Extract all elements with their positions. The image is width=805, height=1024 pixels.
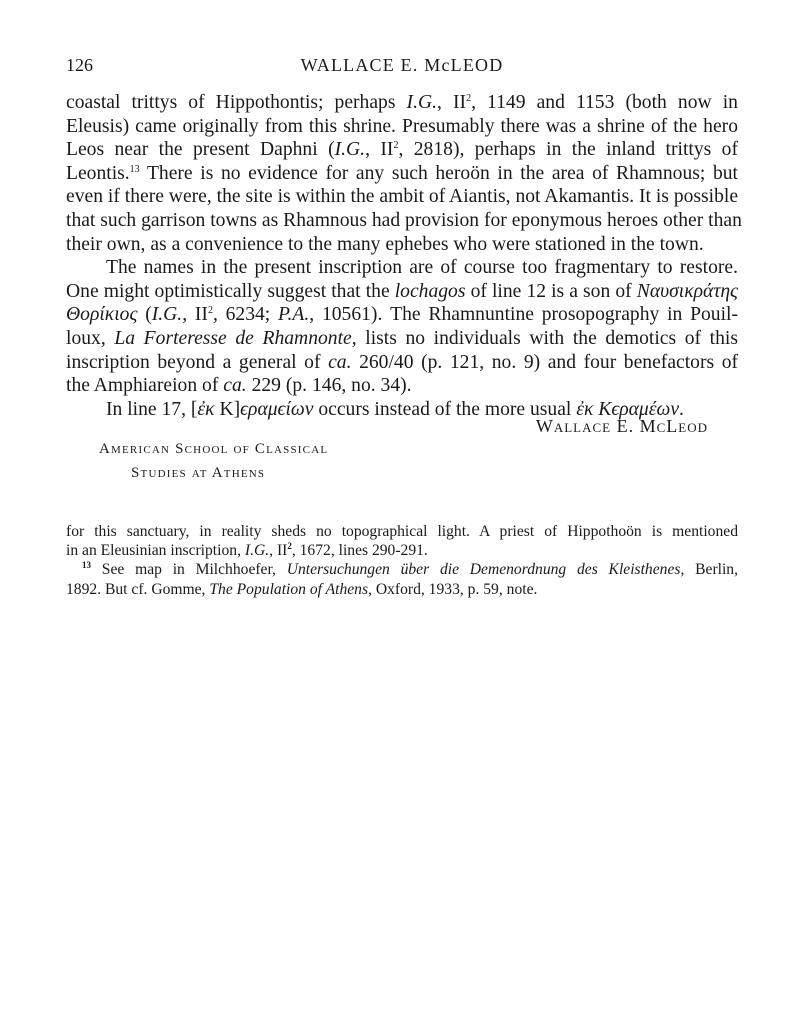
text-line: Eleusis) came originally from this shrine. Presumably there was a shrine of the hero <box>66 115 738 137</box>
text-line: In line 17, [ἐκ K]ϵραμϵίων occurs instead of the more usual ἐκ Κϵραμέων. <box>106 398 684 420</box>
text-line: The names in the present inscription are of course too fragmentary to restore. <box>106 257 738 279</box>
footnote-marker: 13 <box>82 560 91 571</box>
footnote-13: $^{13}$ See map in Milchhoefer, Untersuchungen über die Demenordnung des Kleisthenes, Berlin, <box>82 560 739 579</box>
footnote-ref: 13 <box>129 163 140 175</box>
footnote-line: in an Eleusinian inscription, I.G., $II^2$, 1672, lines 290-291. <box>66 541 428 560</box>
author-affiliation: American School of Classical <box>99 441 329 457</box>
text-line: inscription beyond a general of ca. 260/40 (p. 121, no. 9) and four benefactors of <box>66 351 739 373</box>
body-text <box>66 91 742 421</box>
footnotes <box>66 522 738 599</box>
running-head: WALLACE E. McLEOD <box>300 55 504 75</box>
text-line: their own, as a convenience to the many ephebes who were stationed in the town. <box>66 233 704 255</box>
text-line: One might optimistically suggest that the lochagos of line 12 is a son of Ναυσικράτης <box>66 280 738 302</box>
page-header <box>66 55 738 79</box>
footnote-line: 1892. But cf. Gomme, The Population of Athens, Oxford, 1933, p. 59, note. <box>66 580 538 598</box>
footnote-line: for this sanctuary, in reality sheds no topographical light. A priest of Hippothoön is mentioned <box>66 523 738 540</box>
text-line: that such garrison towns as Rhamnous had provision for eponymous heroes other than <box>66 209 742 231</box>
text-line: even if there were, the site is within the ambit of Aiantis, not Akamantis. It is possible <box>66 186 739 208</box>
text-line: Leontis.$^{13}$ There is no evidence for any such heroön in the area of Rhamnous; but <box>66 162 738 184</box>
text-line: loux, La Forteresse de Rhamnonte, lists no individuals with the demotics of this <box>66 327 738 349</box>
text-line: Leos near the present Daphni (I.G., $II^2$, 2818), perhaps in the inland trittys of <box>66 139 738 161</box>
author-affiliation: Studies at Athens <box>131 465 266 481</box>
text-line: coastal trittys of Hippothontis; perhaps I.G., $II^2$, 1149 and 1153 (both now in <box>66 92 738 113</box>
text-line: the Amphiareion of ca. 229 (p. 146, no. 34). <box>66 375 412 397</box>
text-line: Θορίκιος (I.G., $II^2$, 6234; P.A., 10561). The Rhamnuntine prosopography in Pouil- <box>66 304 738 326</box>
page-number: 126 <box>66 55 93 75</box>
author-signature: Wallace E. McLeod <box>535 416 708 436</box>
